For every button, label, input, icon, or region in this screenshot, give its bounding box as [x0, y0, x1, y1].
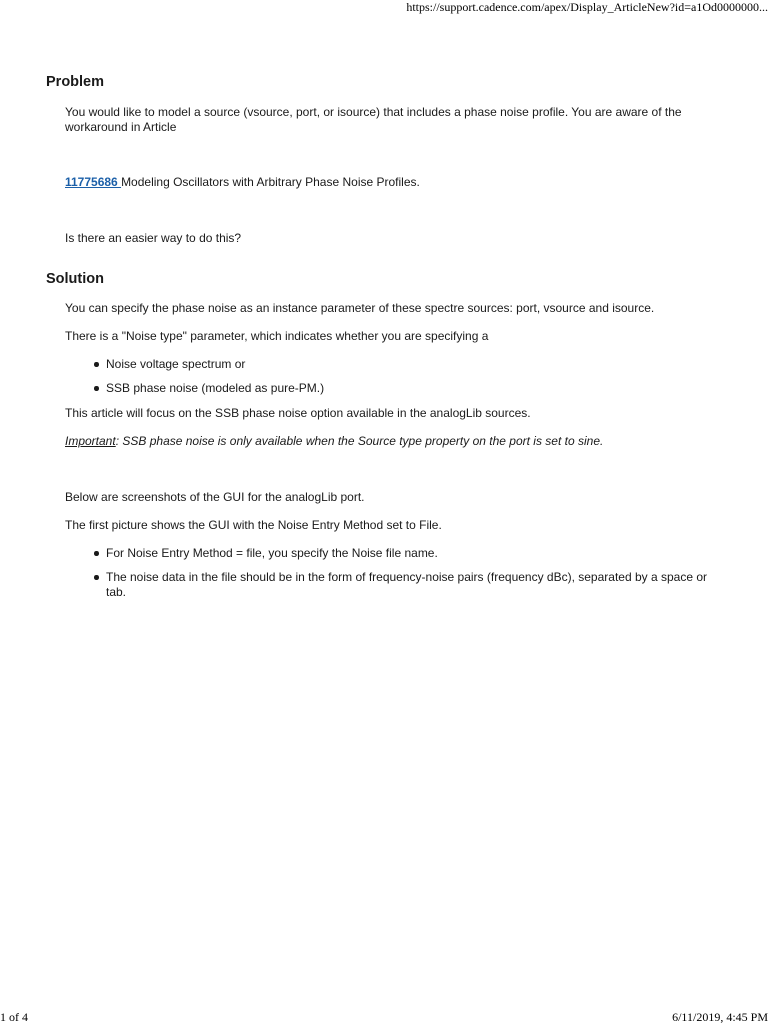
print-footer-page: 1 of 4	[0, 1010, 28, 1024]
solution-paragraph-2: There is a "Noise type" parameter, which indicates whether you are specifying a	[65, 329, 489, 343]
list-item: For Noise Entry Method = file, you specify the Noise file name.	[90, 546, 710, 561]
print-header-url: https://support.cadence.com/apex/Display_ArticleNew?id=a1Od0000000...	[406, 0, 768, 14]
problem-heading: Problem	[46, 74, 105, 90]
solution-paragraph-5: The first picture shows the GUI with the Noise Entry Method set to File.	[65, 518, 442, 532]
list-item: SSB phase noise (modeled as pure-PM.)	[90, 381, 710, 396]
problem-intro: You would like to model a source (vsource, port, or isource) that includes a phase noise profile. You are aware of the workaround in Article	[65, 105, 682, 134]
important-text: : SSB phase noise is only available when the Source type property on the port is set to sine.	[115, 434, 604, 448]
noise-type-list	[90, 357, 710, 396]
article-link[interactable]: 11775686	[65, 175, 122, 189]
solution-paragraph-4: Below are screenshots of the GUI for the analogLib port.	[65, 490, 365, 504]
solution-paragraph-1: You can specify the phase noise as an instance parameter of these spectre sources: port, vsource and isource.	[65, 301, 655, 315]
file-notes-list	[90, 546, 710, 599]
article-reference	[65, 175, 725, 190]
solution-paragraph-3: This article will focus on the SSB phase noise option available in the analogLib sources.	[65, 406, 531, 420]
problem-question: Is there an easier way to do this?	[65, 231, 242, 245]
solution-heading: Solution	[46, 271, 104, 287]
print-footer-datetime: 6/11/2019, 4:45 PM	[672, 1010, 768, 1024]
article-title: Modeling Oscillators with Arbitrary Phase Noise Profiles.	[121, 175, 420, 189]
important-note	[65, 434, 725, 449]
list-item: The noise data in the file should be in the form of frequency-noise pairs (frequency dBc), separated by a space or tab.	[90, 570, 710, 599]
important-label: Important	[65, 434, 116, 448]
list-item: Noise voltage spectrum or	[90, 357, 710, 372]
